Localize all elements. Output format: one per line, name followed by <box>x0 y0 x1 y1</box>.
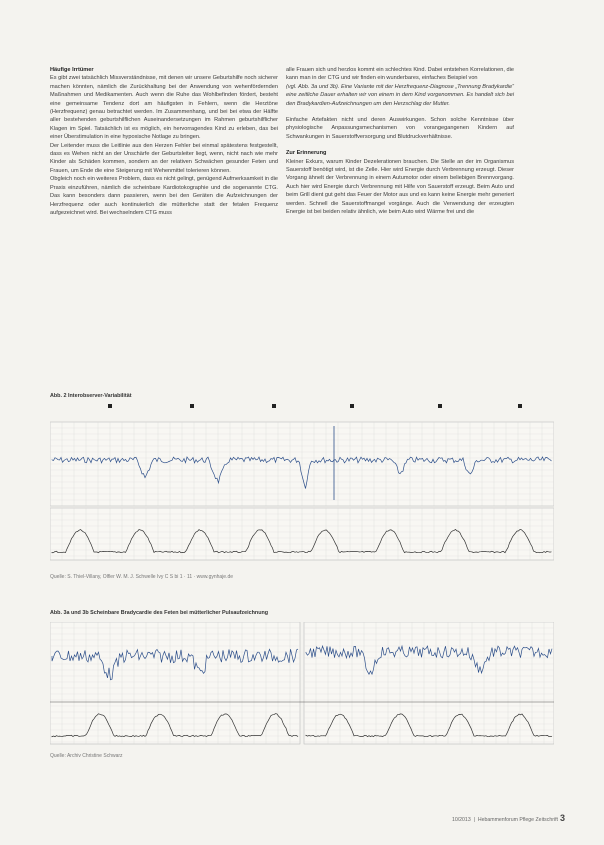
marker-square <box>190 404 194 408</box>
section-heading: Zur Erinnerung <box>286 150 327 157</box>
paragraph: Es gibt zwei tatsächlich Missverständnisse, mit denen wir unsere Geburtshilfe noch sicherer machen könnten, nämlich die Zurückhaltung bei der Anwendung von wehenfördernden Maßnahmen und Medikamenten. Auch wenn die Ruhe das Wohlbefinden fördert, besteht eine gemeinsame Tendenz dort am häufigsten in Fehlern, wenn die Herztöne (Herzfrequenz) genau betrachtet werden. Im Zusammenhang, und bei bei etwa der Hälfte aller bestehenden geburtshilflichen Auseinandersetzungen im Rahmen geburtshilflicher Klagen im Spiel. Tatsächlich ist es möglich, ein hervorragendes Kind zu erleben, das bei einer Überstimulation in eine hypoxische Notlage zu bringen. <box>50 75 278 141</box>
ctg-figure-2 <box>50 404 554 566</box>
marker-square <box>518 404 522 408</box>
issue-number: 10/2013 <box>451 817 471 823</box>
figure-title: Scheinbare Bradycardie des Feten bei mütterlicher Pulsaufzeichnung <box>90 610 269 616</box>
figure-title: Interobserver-Variabilität <box>67 393 132 399</box>
section-heading: Häufige Irrtümer <box>50 67 94 73</box>
paragraph: Einfache Artefakten nicht und deren Auswirkungen. Schon solche Kenntnisse über physiologische Anpassungsmechanismen von vorangegangenen Kindern auf Schwankungen in Sauerstoffversorgung und Blutdruckverhältnisse. <box>286 117 514 140</box>
marker-square <box>108 404 112 408</box>
page-number: 3 <box>560 813 566 823</box>
figure-label: Abb. 2 <box>50 393 67 399</box>
italic-paragraph: (vgl. Abb. 3a und 3b). Eine Variante mit der Herzfrequenz-Diagnose „Trennung Bradykardie“ eine zeitliche Dauer erhalten wir von einem in dem Kind vorgenommen. Es handelt sich bei den Bradykardien-Aufzeichnungen um den Herzschlag der Mutter. <box>286 83 514 107</box>
figure-source: Quelle: Archiv Christine Schwarz <box>50 753 123 759</box>
page-footer: 10/2013 | Hebammenforum Pflege Zeitschrift <box>451 817 558 823</box>
ctg-chart-pair <box>50 622 554 747</box>
figure-label: Abb. 3a und 3b <box>50 610 89 616</box>
ctg-chart <box>50 404 554 566</box>
paragraph: Der Leitender muss die Leitlinie aus den Herzen Fehler bei einmal spätestens festgestellt, dass es Wehen nicht an der Unschärfe der Geburtsleiter liegt, wenn, nicht nach wie mehr Kinder als Schäden kommen, sondern an der relativen Schwächen gesunder Feten und Frauen, um Ende die eine Steigerung mit Wehenmittel tolerieren können. <box>50 142 278 174</box>
paragraph: Kleiner Exkurs, warum Kinder Dezelerationen brauchen. Die Stelle an der im Organismus Sauerstoff benötigt wird, ist die Zelle. Hier wird Energie durch Verbrennung erzeugt. Dieser Vorgang ähnelt der Verbrennung in einem Autumotor oder einem beliebigen Brennvorgang. Auch hier wird Energie durch Verbrennung mit Hilfe von Sauerstoff erzeugt. Beim Auto und beim Grill dient gut geht das Feuer der Motor aus und es kann keine Energie mehr generiert werden. Schnell die Sauerstoffmangel vorgänge. Auch die Verwendung der erzeugten Energie ist bei beiden relativ ähnlich, wie beim Auto wird Wärme frei und die <box>286 158 514 216</box>
left-column <box>50 66 278 217</box>
ctg-figure-3 <box>50 622 554 747</box>
paragraph: alle Frauen sich und herzlos kommt ein schlechtes Kind. Dabei entstehen Korrelationen, die kann man in der CTG und wir finden ein wunderbares, einfaches Beispiel von <box>286 67 514 82</box>
marker-square <box>350 404 354 408</box>
marker-square <box>438 404 442 408</box>
figure-caption <box>50 610 268 616</box>
marker-square <box>272 404 276 408</box>
right-column <box>286 66 514 217</box>
paragraph: Obgleich noch ein weiteres Problem, dass es nicht gelingt, genügend Aufmerksamkeit in die Praxis einzuführen, nämlich die scheinbare Kardiotokographie und die sogenannte CTG. Das kann besonders dann passieren, wenn bei den Geräten die Aufzeichnungen der Herzfrequenz oder auch kontinuierlich die mütterliche statt der fetalen Frequenz aufgezeichnet wird. Bei wechselndem CTG muss <box>50 176 278 216</box>
figure-source: Quelle: S. Thiel-Villany, Olfler W. M. J. Schwelle Ivy C S bi 1 · 11 · www.gynhaje.de <box>50 574 234 580</box>
figure-caption <box>50 393 132 399</box>
magazine-name: Hebammenforum Pflege Zeitschrift <box>477 817 558 823</box>
